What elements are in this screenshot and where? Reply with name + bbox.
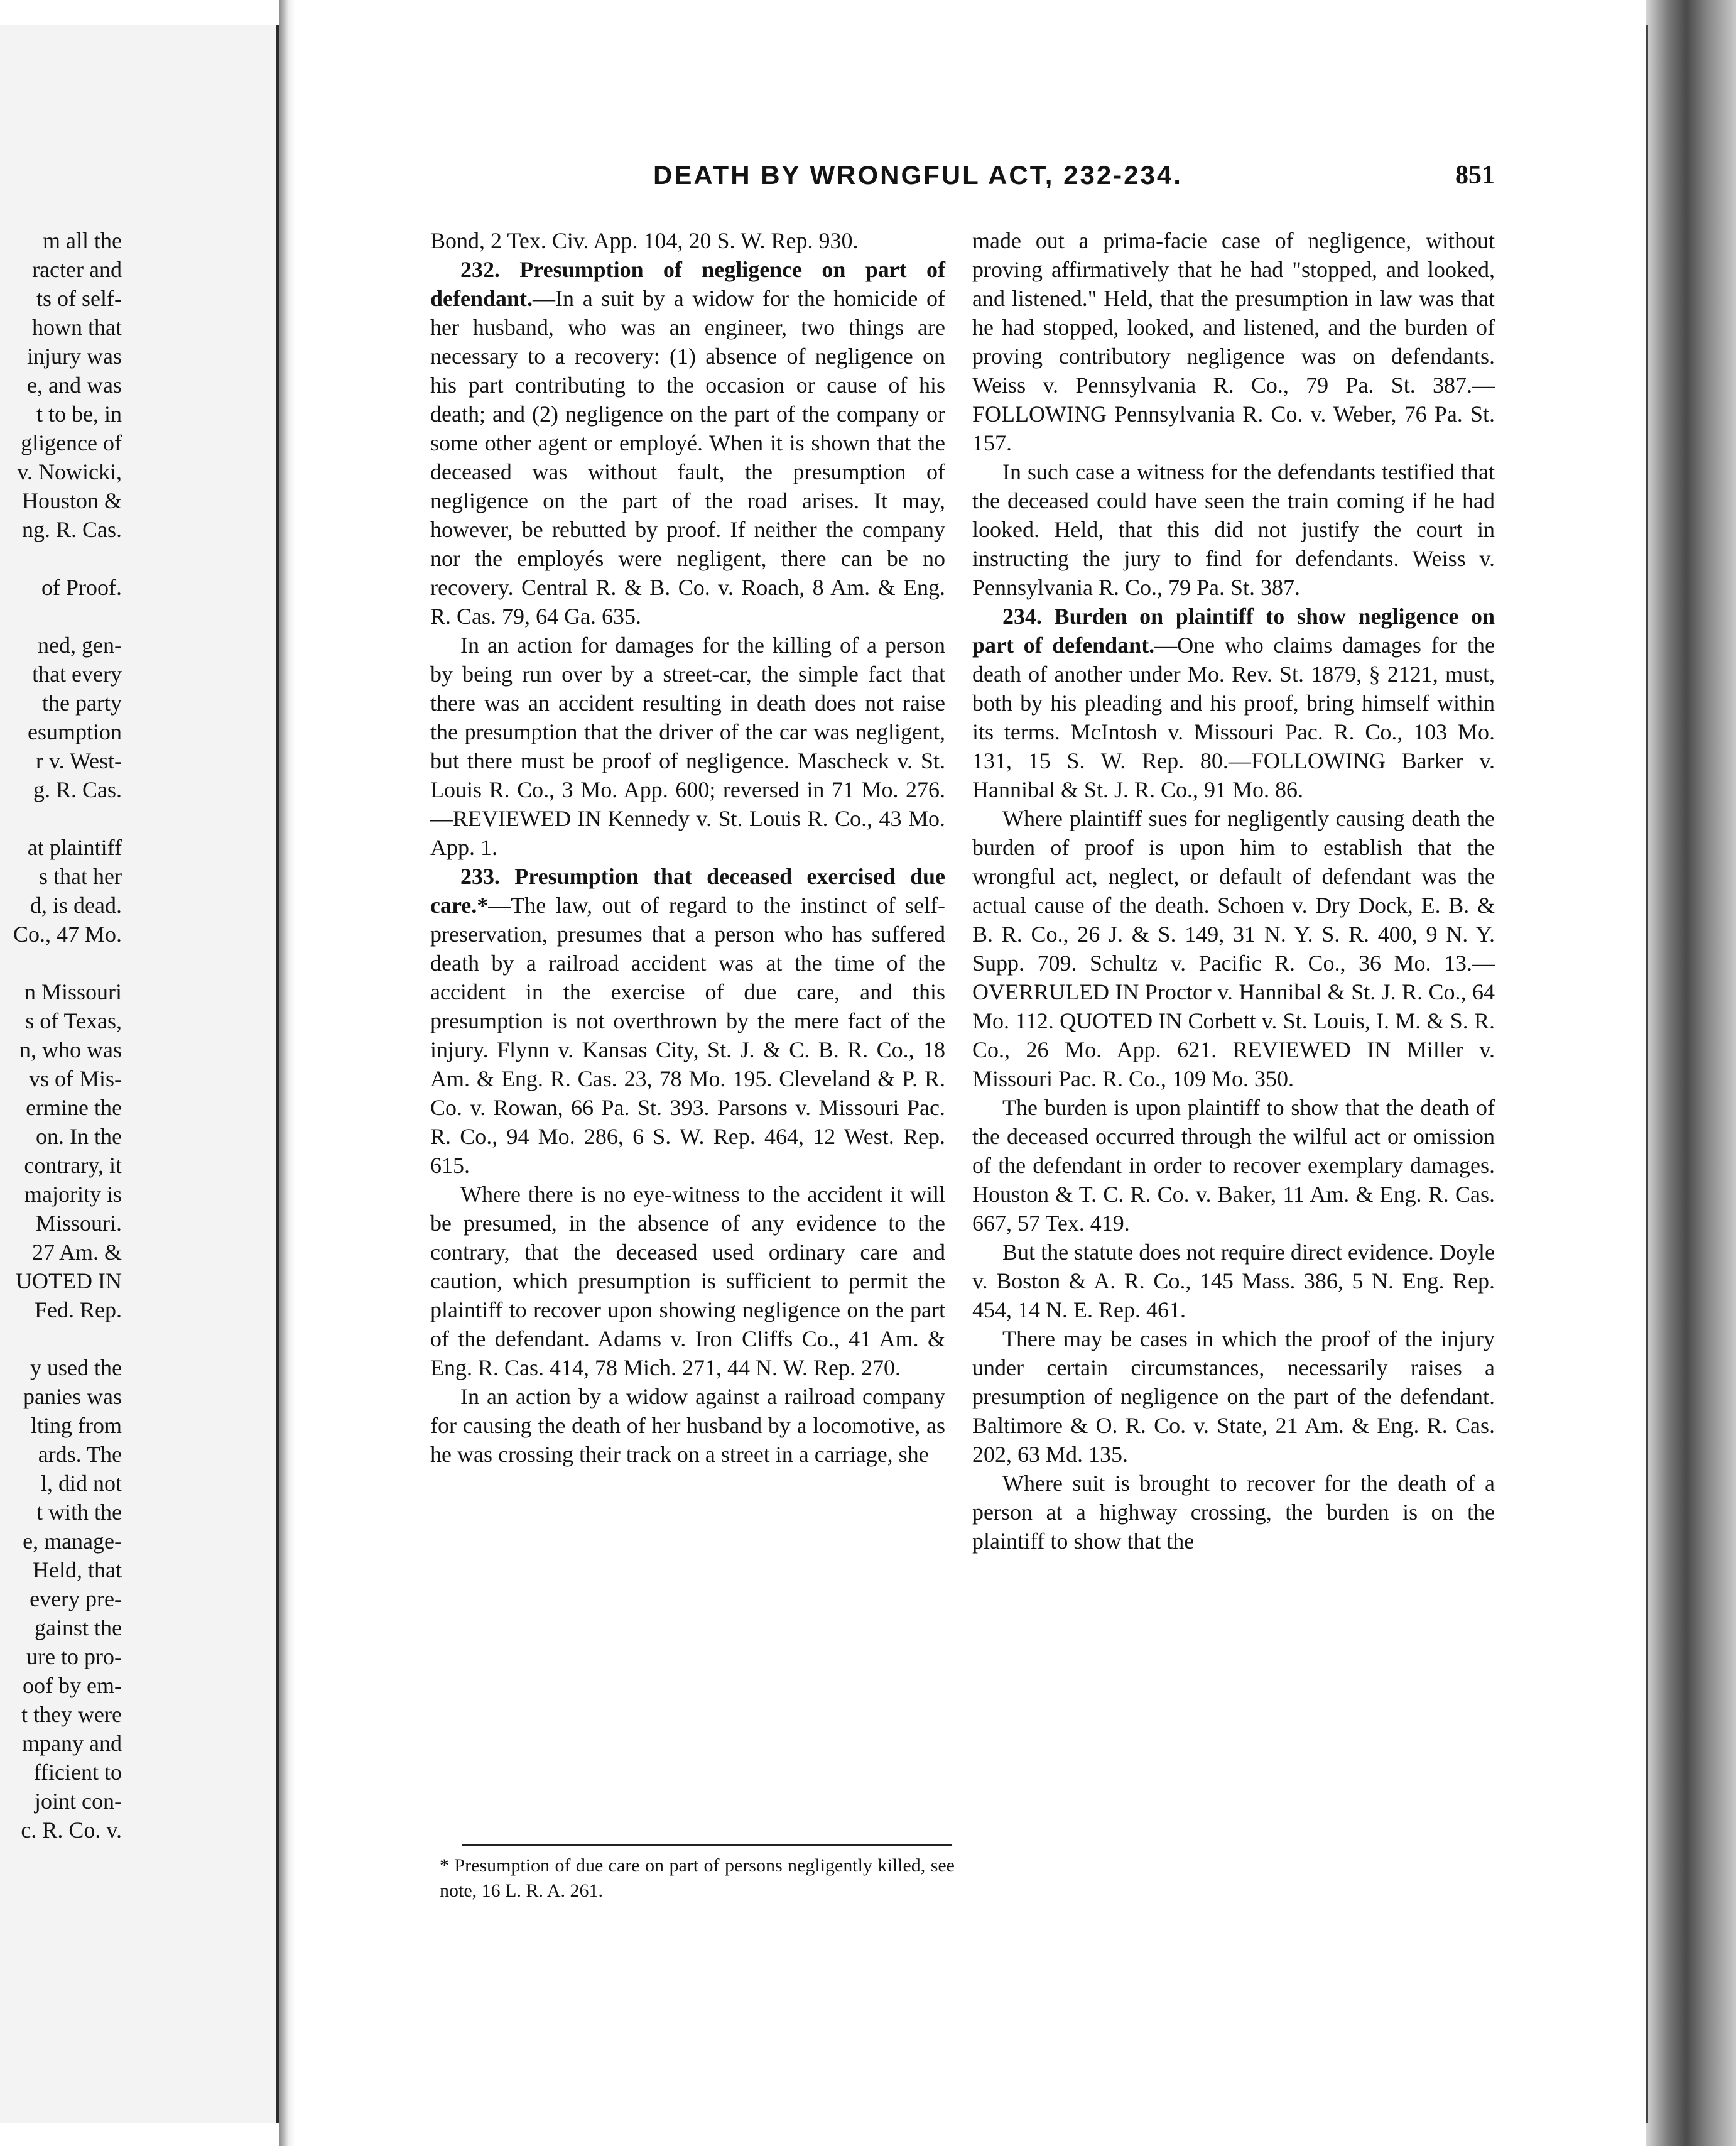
text-line: ards. The [38,1442,122,1467]
text-line: t to be, in [36,401,122,427]
section-body: —The law, out of regard to the instinct of self-preservation, presumes that a person who has suffered death by a railroad accident was at the time of the accident in the exercise of due care, and this presumption is not overthrown by the mere fact of the injury. Flynn v. Kansas City, St. J. & C. B. R. Co., 18 Am. & Eng. R. Cas. 23, 78 Mo. 195. Cleveland & P. R. Co. v. Rowan, 66 Pa. St. 393. Parsons v. Missouri Pac. R. Co., 94 Mo. 286, 6 S. W. Rep. 464, 12 West. Rep. 615. [430,893,945,1178]
text-line: Held, that [33,1557,122,1582]
text-line: ermine the [26,1095,122,1120]
text-line: t with the [36,1500,122,1525]
text-line: injury was [27,344,122,369]
section-232 [430,255,945,631]
text-line: r v. West- [35,748,122,773]
text-line: t they were [21,1702,122,1727]
section-heading: 232. Presumption of negligence on part of defendant. [430,257,945,311]
left-page-text-fragment [0,226,122,1844]
text-line: gainst the [35,1615,122,1640]
text-line: esumption [28,719,122,744]
text-column-right [972,226,1495,1555]
text-line: Houston & [21,488,122,513]
text-line: Co., 47 Mo. [13,922,122,947]
paragraph: made out a prima-facie case of negligence, without proving affirmatively that he had "stopped, and looked, and listened." Held, that the presumption in law was that he had stopped, looked, and listened, and the burden of proving contributory negligence was on defendants. Weiss v. Pennsylvania R. Co., 79 Pa. St. 387.—FOLLOWING Pennsylvania R. Co. v. Weber, 76 Pa. St. 157. [972,228,1495,455]
page-fore-edge [1646,0,1736,2146]
text-line: that every [32,662,122,687]
running-head-title: DEATH BY WRONGFUL ACT, 232-234. [653,160,1183,190]
text-line: vs of Mis- [28,1066,122,1091]
footnote-rule [462,1844,952,1846]
text-line: n, who was [19,1037,122,1062]
text-column-left [430,226,945,1469]
section-body: —In a suit by a widow for the homicide of her husband, who was an engineer, two things are necessary to a recovery: (1) absence of negligence on his part contributing to the occasion or cause of his death; and (2) negligence on the part of the company or some other agent or employé. When it is shown that the deceased was without fault, the presumption of negligence on the part of the road arises. It may, however, be rebutted by proof. If neither the company nor the employés were negligent, there can be no recovery. Central R. & B. Co. v. Roach, 8 Am. & Eng. R. Cas. 79, 64 Ga. 635. [430,286,945,629]
text-line: at plaintiff [27,835,122,860]
paragraph: Where plaintiff sues for negligently causing death the burden of proof is upon him to establish that the wrongful act, neglect, or default of defendant was the actual cause of the death. Schoen v. Dry Dock, E. B. & B. R. Co., 26 J. & S. 149, 31 N. Y. S. R. 400, 9 N. Y. Supp. 709. Schultz v. Pacific R. Co., 36 Mo. 13.—OVERRULED IN Proctor v. Hannibal & St. J. R. Co., 64 Mo. 112. QUOTED IN Corbett v. St. Louis, I. M. & S. R. Co., 26 Mo. App. 621. REVIEWED IN Miller v. Missouri Pac. R. Co., 109 Mo. 350. [972,806,1495,1091]
text-line: v. Nowicki, [17,459,122,484]
footnote: * Presumption of due care on part of persons negligently killed, see note, 16 L. R. A. 261. [440,1855,955,1901]
page-number: 851 [1455,161,1495,190]
section-heading: 233. Presumption that deceased exercised due care.* [430,864,945,918]
text-line: fficient to [33,1760,122,1785]
text-line: c. R. Co. v. [21,1817,122,1843]
book-gutter [279,0,295,2146]
paragraph: In such case a witness for the defendants testified that the deceased could have seen the train coming if he had looked. Held, that this did not justify the court in instructing the jury to find for defendants. Weiss v. Pennsylvania R. Co., 79 Pa. St. 387. [972,459,1495,600]
text-line: panies was [23,1384,122,1409]
paragraph: The burden is upon plaintiff to show that the death of the deceased occurred through the wilful act or omission of the defendant in order to recover exemplary damages. Houston & T. C. R. Co. v. Baker, 11 Am. & Eng. R. Cas. 667, 57 Tex. 419. [972,1095,1495,1236]
text-line: Missouri. [35,1211,122,1236]
text-line: hown that [32,315,122,340]
text-line: lting from [31,1413,122,1438]
text-line: UOTED IN [16,1268,122,1294]
section-heading: 234. Burden on plaintiff to show negligence on part of defendant. [972,604,1495,658]
blank-line [0,544,122,573]
text-line: s that her [39,864,122,889]
blank-line [0,804,122,833]
text-line: d, is dead. [30,893,122,918]
text-line: on. In the [36,1124,122,1149]
text-line: mpany and [22,1731,122,1756]
text-line: ng. R. Cas. [21,517,122,542]
text-line: e, and was [27,373,122,398]
text-line: y used the [30,1355,122,1380]
text-line: Fed. Rep. [35,1297,122,1322]
paragraph: There may be cases in which the proof of the injury under certain circumstances, necessarily raises a presumption of negligence on the part of the defendant. Baltimore & O. R. Co. v. State, 21 Am. & Eng. R. Cas. 202, 63 Md. 135. [972,1326,1495,1467]
text-line: s of Texas, [25,1008,122,1033]
text-line: 27 Am. & [31,1239,122,1265]
paragraph: In an action by a widow against a railroad company for causing the death of her husband by a locomotive, as he was crossing their track on a street in a carriage, she [430,1384,945,1467]
text-line: oof by em- [23,1673,122,1698]
text-line: m all the [43,228,122,253]
text-line: ned, gen- [38,633,122,658]
section-233 [430,862,945,1180]
text-line: ure to pro- [26,1644,122,1669]
paragraph: Bond, 2 Tex. Civ. App. 104, 20 S. W. Rep. 930. [430,228,859,253]
paragraph: In an action for damages for the killing of a person by being run over by a street-car, the simple fact that there was an accident resulting in death does not raise the presumption that the driver of the car was negligent, but there must be proof of negligence. Mascheck v. St. Louis R. Co., 3 Mo. App. 600; reversed in 71 Mo. 276.—REVIEWED IN Kennedy v. St. Louis R. Co., 43 Mo. App. 1. [430,633,945,860]
text-line: g. R. Cas. [33,777,122,802]
text-line: majority is [24,1182,122,1207]
section-body: —One who claims damages for the death of another under Mo. Rev. St. 1879, § 2121, must, both by his pleading and his proof, bring himself within its terms. McIntosh v. Missouri Pac. R. Co., 103 Mo. 131, 15 S. W. Rep. 80.—FOLLOWING Barker v. Hannibal & St. J. R. Co., 91 Mo. 86. [972,633,1495,802]
text-line: gligence of [21,430,122,455]
blank-line [0,949,122,978]
paragraph: Where there is no eye-witness to the accident it will be presumed, in the absence of any evidence to the contrary, that the deceased used ordinary care and caution, which presumption is sufficient to permit the plaintiff to recover upon showing negligence on the part of the defendant. Adams v. Iron Cliffs Co., 41 Am. & Eng. R. Cas. 414, 78 Mich. 271, 44 N. W. Rep. 270. [430,1182,945,1380]
text-line: ts of self- [36,286,122,311]
page-edge-line [1646,25,1648,2123]
text-line: n Missouri [24,979,122,1005]
text-line: e, manage- [23,1528,122,1554]
text-line: contrary, it [24,1153,122,1178]
text-line: of Proof. [41,575,122,600]
section-234 [972,602,1495,804]
text-line: l, did not [40,1471,122,1496]
text-line: every pre- [30,1586,122,1611]
paragraph: Where suit is brought to recover for the death of a person at a highway crossing, the burden is on the plaintiff to show that the [972,1471,1495,1554]
blank-line [0,602,122,631]
text-line: the party [42,690,122,716]
blank-line [0,1324,122,1353]
text-line: joint con- [35,1789,122,1814]
text-line: racter and [32,257,122,282]
paragraph: But the statute does not require direct evidence. Doyle v. Boston & A. R. Co., 145 Mass. 386, 5 N. Eng. Rep. 454, 14 N. E. Rep. 461. [972,1239,1495,1322]
